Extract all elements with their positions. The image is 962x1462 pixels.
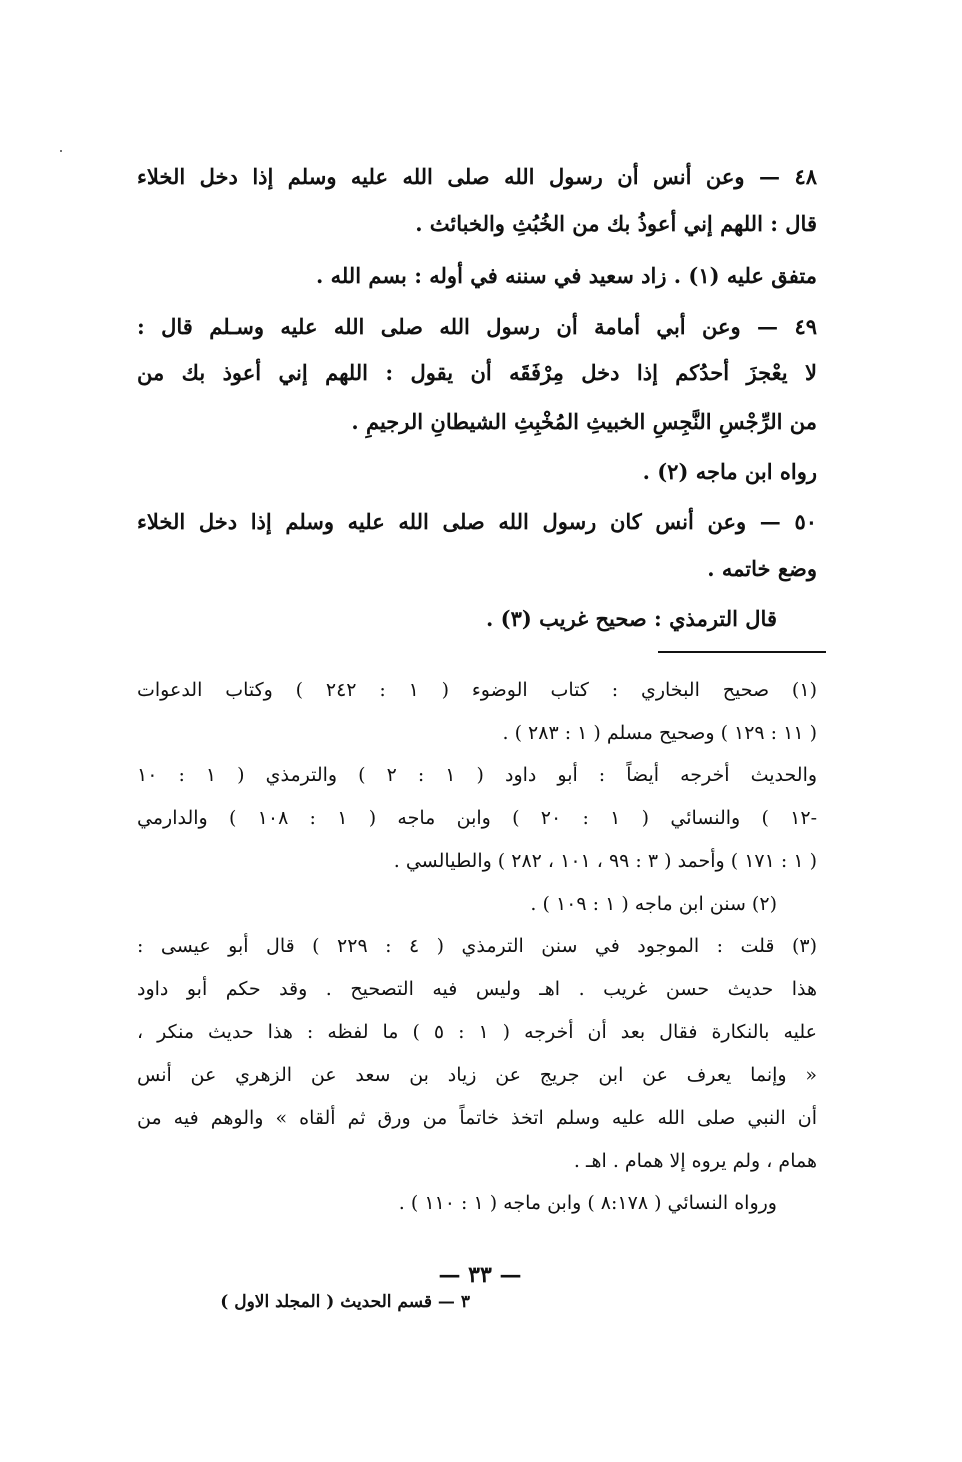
hadith-49-line-1: ٤٩ — وعن أبي أمامة أن رسول الله صلى الله عليه وسـلم قال :: [137, 314, 817, 339]
footnote-3-line-2: هذا حديث حسن غريب . اهـ وليس فيه التصحيح . وقد حكم أبو داود: [137, 978, 817, 1000]
footnote-3-line-4: « وإنما يعرف عن ابن جريج عن زياد بن سعد عن الزهري عن أنس: [137, 1064, 817, 1086]
footnote-1-line-2: ( ١١ : ١٢٩ ) وصحيح مسلم ( ١ : ٢٨٣ ) .: [502, 722, 817, 744]
footnote-3-line-1: (٣) قلت : الموجود في سنن الترمذي ( ٤ : ٢٢٩ ) قال أبو عيسى :: [137, 935, 817, 957]
page-number: — ٣٣ —: [438, 1262, 522, 1288]
hadith-49-line-3: من الرِّجْسِ النَّجِسِ الخبيثِ المُخْبِثِ الشيطانِ الرجيمِ .: [351, 409, 817, 434]
footnote-2: (٢) سنن ابن ماجه ( ١ : ١٠٩ ) .: [530, 893, 777, 915]
hadith-50-line-2: وضع خاتمه .: [707, 556, 817, 581]
footnote-3-line-7: ورواه النسائي ( ٨:١٧٨ ) وابن ماجه ( ١ : ١١٠ ) .: [398, 1192, 777, 1214]
footnote-1-line-5: ( ١ : ١٧١ ) وأحمد ( ٣ : ٩٩ ، ١٠١ ، ٢٨٢ ) والطيالسي .: [393, 850, 817, 872]
hadith-50-line-1: ٥٠ — وعن أنس كان رسول الله صلى الله عليه وسلم إذا دخل الخلاء: [137, 509, 817, 534]
footnote-1-line-4: -١٢ ) والنسائي ( ١ : ٢٠ ) وابن ماجه ( ١ : ١٠٨ ) والدارمي: [137, 807, 817, 829]
footnote-3-line-6: همام ، ولم يروه إلا همام . اهـ .: [573, 1150, 817, 1172]
footnote-1-line-3: والحديث أخرجه أيضاً : أبو داود ( ١ : ٢ ) والترمذي ( ١ : ١٠: [137, 764, 817, 786]
hadith-49-line-2: لا يعْجزَ أحدُكم إذا دخل مِرْفَقَه أن يقول : اللهم إني أعوذ بك من: [137, 360, 817, 385]
hadith-49-source: رواه ابن ماجه (٢) .: [642, 459, 817, 484]
footnote-1-line-1: (١) صحيح البخاري : كتاب الوضوء ( ١ : ٢٤٢ ) وكتاب الدعوات: [137, 679, 817, 701]
hadith-48-line-2: قال : اللهم إني أعوذُ بك من الخُبُثِ والخبائث .: [415, 211, 817, 236]
hadith-48-line-1: ٤٨ — وعن أنس أن رسول الله صلى الله عليه وسلم إذا دخل الخلاء: [137, 164, 817, 189]
hadith-48-source: متفق عليه (١) . زاد سعيد في سننه في أوله : بسم الله .: [315, 263, 817, 288]
footnote-separator: [658, 651, 826, 653]
signature-line: ٣ — قسم الحديث ( المجلد الاول ): [220, 1292, 470, 1312]
hadith-50-source: قال الترمذي : صحيح غريب (٣) .: [486, 606, 777, 631]
footnote-3-line-5: أن النبي صلى الله عليه وسلم اتخذ خاتماً من ورق ثم ألقاه » والوهم فيه من: [137, 1107, 817, 1129]
footnote-3-line-3: عليه بالنكارة فقال بعد أن أخرجه ( ١ : ٥ ) ما لفظه : هذا حديث منكر ،: [137, 1021, 817, 1043]
stray-mark: [60, 150, 62, 152]
